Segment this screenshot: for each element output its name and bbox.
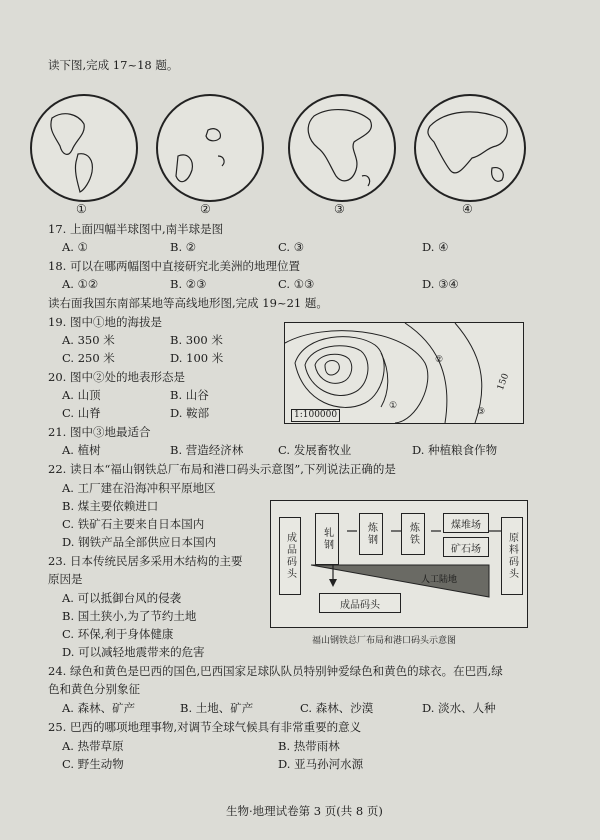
contour-lines <box>285 323 523 423</box>
q24-option-d: D. 淡水、人种 <box>422 701 496 715</box>
globe-2 <box>156 94 264 202</box>
globe-3-map <box>290 96 394 200</box>
q19-option-d: D. 100 米 <box>170 351 224 365</box>
q18-option-c: C. ①③ <box>278 277 315 291</box>
factory-diagram <box>270 500 528 628</box>
q17-option-b: B. ② <box>170 240 197 254</box>
intro-text: 读下图,完成 17~18 题。 <box>48 58 179 72</box>
q23-option-a: A. 可以抵御台风的侵袭 <box>62 591 182 605</box>
q24-stem-line1: 24. 绿色和黄色是巴西的国色,巴西国家足球队队员特别钟爱绿色和黄色的球衣。在巴西,绿 <box>48 664 503 678</box>
rolling-mill-box: 轧钢 <box>315 513 339 565</box>
q25-option-d: D. 亚马孙河水源 <box>278 757 364 771</box>
globe-label-1: ① <box>76 202 87 216</box>
q19-option-b: B. 300 米 <box>170 333 223 347</box>
q25-option-a: A. 热带草原 <box>62 739 124 753</box>
finished-product-dock-left: 成品码头 <box>279 517 301 595</box>
coal-yard-box: 煤堆场 <box>443 513 489 533</box>
ore-yard-box: 矿石场 <box>443 537 489 557</box>
q22-option-a: A. 工厂建在沿海冲积平原地区 <box>62 481 216 495</box>
q23-stem-line2: 原因是 <box>48 572 83 586</box>
globe-label-3: ③ <box>334 202 345 216</box>
q19-option-c: C. 250 米 <box>62 351 115 365</box>
q21-option-c: C. 发展畜牧业 <box>278 443 352 457</box>
q19-stem: 19. 图中①地的海拔是 <box>48 315 162 329</box>
q22-option-b: B. 煤主要依赖进口 <box>62 499 159 513</box>
q24-stem-line2: 色和黄色分别象征 <box>48 682 140 696</box>
q21-option-d: D. 种植粮食作物 <box>412 443 498 457</box>
ironmaking-box: 炼铁 <box>401 513 425 555</box>
intro2-text: 读右面我国东南部某地等高线地形图,完成 19~21 题。 <box>48 296 328 310</box>
q18-option-b: B. ②③ <box>170 277 207 291</box>
globe-3 <box>288 94 396 202</box>
contour-label-1: ① <box>389 401 398 411</box>
globe-4-map <box>416 96 524 200</box>
globe-label-2: ② <box>200 202 211 216</box>
q23-option-c: C. 环保,利于身体健康 <box>62 627 174 641</box>
q19-option-a: A. 350 米 <box>62 333 115 347</box>
q23-stem-line1: 23. 日本传统民居多采用木结构的主要 <box>48 554 243 568</box>
q23-option-d: D. 可以减轻地震带来的危害 <box>62 645 205 659</box>
page-footer: 生物·地理试卷第 3 页(共 8 页) <box>226 804 383 818</box>
contour-label-150: 150 <box>495 372 512 392</box>
artificial-land-label: 人工陆地 <box>421 575 458 585</box>
q25-option-c: C. 野生动物 <box>62 757 124 771</box>
q18-option-d: D. ③④ <box>422 277 459 291</box>
q22-option-d: D. 钢铁产品全部供应日本国内 <box>62 535 217 549</box>
q20-option-b: B. 山谷 <box>170 388 209 402</box>
globe-label-4: ④ <box>462 202 473 216</box>
raw-material-dock: 原料码头 <box>501 517 523 595</box>
q21-option-b: B. 营造经济林 <box>170 443 244 457</box>
factory-diagram-caption: 福山钢铁总厂布局和港口码头示意图 <box>312 636 457 646</box>
steelmaking-box: 炼钢 <box>359 513 383 555</box>
q20-option-c: C. 山脊 <box>62 406 101 420</box>
contour-map <box>284 322 524 424</box>
q17-option-c: C. ③ <box>278 240 305 254</box>
q18-option-a: A. ①② <box>62 277 99 291</box>
q23-option-b: B. 国土狭小,为了节约土地 <box>62 609 197 623</box>
q20-option-a: A. 山顶 <box>62 388 101 402</box>
q21-stem: 21. 图中③地最适合 <box>48 425 151 439</box>
globe-1-map <box>32 96 136 200</box>
contour-scale: 1:100000 <box>291 409 340 422</box>
q18-stem: 18. 可以在哪两幅图中直接研究北美洲的地理位置 <box>48 259 300 273</box>
q24-option-c: C. 森林、沙漠 <box>300 701 374 715</box>
q17-option-a: A. ① <box>62 240 88 254</box>
q17-stem: 17. 上面四幅半球图中,南半球是图 <box>48 222 224 236</box>
q20-stem: 20. 图中②处的地表形态是 <box>48 370 185 384</box>
finished-product-dock-bottom: 成品码头 <box>319 593 401 613</box>
q24-option-a: A. 森林、矿产 <box>62 701 136 715</box>
globe-2-map <box>158 96 262 200</box>
q22-option-c: C. 铁矿石主要来自日本国内 <box>62 517 205 531</box>
q21-option-a: A. 植树 <box>62 443 101 457</box>
contour-label-2: ② <box>435 355 444 365</box>
q20-option-d: D. 鞍部 <box>170 406 210 420</box>
q22-stem: 22. 读日本“福山钢铁总厂布局和港口码头示意图”,下列说法正确的是 <box>48 462 396 476</box>
globe-4 <box>414 94 526 202</box>
q25-stem: 25. 巴西的哪项地理事物,对调节全球气候具有非常重要的意义 <box>48 720 362 734</box>
globe-1 <box>30 94 138 202</box>
q24-option-b: B. 土地、矿产 <box>180 701 254 715</box>
q25-option-b: B. 热带雨林 <box>278 739 340 753</box>
contour-label-3: ③ <box>477 407 486 417</box>
q17-option-d: D. ④ <box>422 240 449 254</box>
